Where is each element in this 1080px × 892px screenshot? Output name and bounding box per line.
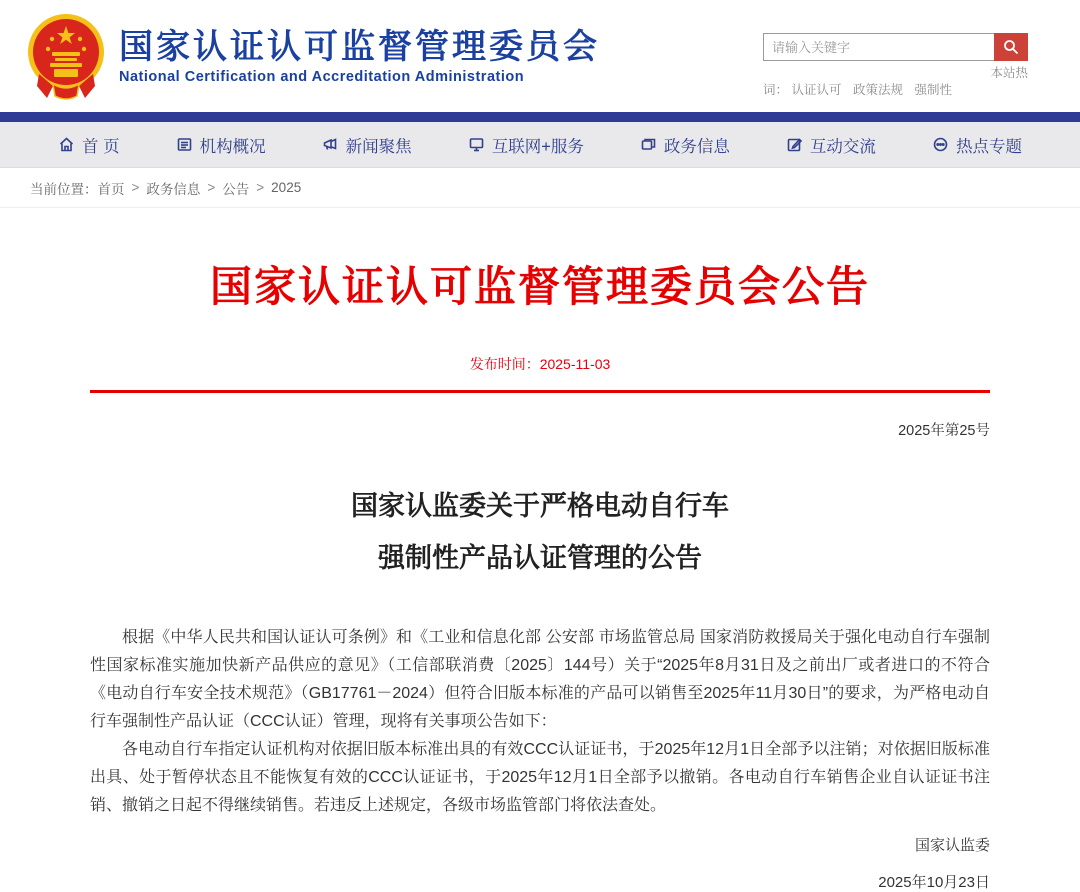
nav-item-news[interactable] — [322, 133, 412, 157]
nav-label: 首 页 — [82, 137, 120, 156]
navy-divider-strip — [0, 112, 1080, 122]
home-icon — [58, 136, 75, 153]
national-emblem-logo — [25, 12, 107, 100]
gov-info-icon — [640, 136, 657, 153]
nav-item-org-overview[interactable] — [176, 133, 266, 157]
site-title-zh: 国家认证认可监督管理委员会 — [119, 27, 600, 66]
article-content — [0, 208, 1080, 892]
hotwords-label: 词： — [763, 83, 789, 97]
nav-item-gov-info[interactable] — [640, 133, 730, 157]
breadcrumb-label: 当前位置： — [30, 181, 98, 197]
nav-item-interaction[interactable] — [786, 133, 876, 157]
breadcrumb — [0, 168, 1080, 208]
org-overview-icon — [176, 136, 193, 153]
article-title — [90, 480, 990, 584]
signature-date: 2025年10月23日 — [878, 874, 990, 891]
interaction-edit-icon — [786, 136, 803, 153]
breadcrumb-item-announcements[interactable]: 公告 — [222, 181, 250, 197]
article-paragraph: 各电动自行车指定认证机构对依据旧版本标准出具的有效CCC认证证书，于2025年12月1日全部予以注销；对依据旧版标准出具、处于暂停状态且不能恢复有效的CCC认证证书，于2025年12月1日全部予以撤销。各电动自行车销售企业自认证证书注销、撤销之日起不得继续销售。若违反上述规定，各级市场监管部门将依法查处。 — [90, 741, 990, 814]
main-nav — [0, 122, 1080, 168]
nav-label: 新闻聚焦 — [345, 137, 412, 156]
article-title-line1: 国家认监委关于严格电动自行车 — [351, 491, 729, 521]
nav-item-hot-topics[interactable] — [932, 133, 1022, 157]
hotword-link[interactable]: 政策法规 — [853, 83, 904, 97]
hotword-link[interactable]: 强制性 — [914, 83, 953, 97]
breadcrumb-separator: > — [207, 180, 216, 195]
site-title-en: National Certification and Accreditation Administration — [119, 69, 525, 86]
signature-agency: 国家认监委 — [914, 837, 990, 854]
nav-label: 互动交流 — [809, 137, 876, 156]
document-number: 2025年第25号 — [898, 423, 990, 439]
breadcrumb-item-home[interactable]: 首页 — [97, 181, 125, 197]
search-button[interactable] — [994, 33, 1028, 61]
hot-topics-chat-icon — [932, 136, 949, 153]
breadcrumb-separator: > — [256, 180, 265, 195]
nav-label: 政务信息 — [663, 137, 730, 156]
announcement-header-title: 国家认证认可监督管理委员会公告 — [209, 265, 870, 311]
search-area — [763, 33, 1028, 99]
search-icon — [1003, 39, 1019, 55]
hotword-link[interactable]: 认证认可 — [791, 83, 842, 97]
article-body — [90, 624, 990, 820]
red-divider-line — [90, 390, 990, 393]
nav-label: 机构概况 — [199, 137, 266, 156]
article-title-line2: 强制性产品认证管理的公告 — [378, 543, 702, 573]
hotwords-line1: 本站热 — [990, 66, 1028, 80]
nav-item-internet-service[interactable] — [468, 133, 584, 157]
breadcrumb-separator: > — [131, 180, 140, 195]
internet-service-icon — [468, 136, 485, 153]
breadcrumb-item-2025[interactable]: 2025 — [271, 180, 302, 195]
nav-label: 互联网+服务 — [491, 137, 584, 156]
site-header — [0, 0, 1080, 112]
site-title-block — [119, 27, 600, 86]
search-input[interactable] — [763, 33, 994, 61]
nav-item-home[interactable] — [58, 133, 120, 157]
hotwords-block — [763, 65, 1028, 99]
nav-label: 热点专题 — [955, 137, 1022, 156]
publish-date: 发布时间：2025-11-03 — [469, 356, 611, 372]
article-paragraph: 根据《中华人民共和国认证认可条例》和《工业和信息化部 公安部 市场监管总局 国家消防救援局关于强化电动自行车强制性国家标准实施加快新产品供应的意见》（工信部联消费〔2025〕144号）关于“2025年8月31日及之前出厂或者进口的不符合《电动自行车安全技术规范》（GB17761－2024）但符合旧版本标准的产品可以销售至2025年11月30日”的要求，为严格电动自行车强制性产品认证（CCC认证）管理，现将有关事项公告如下： — [90, 629, 990, 730]
breadcrumb-item-gov-info[interactable]: 政务信息 — [146, 181, 201, 197]
news-megaphone-icon — [322, 136, 339, 153]
